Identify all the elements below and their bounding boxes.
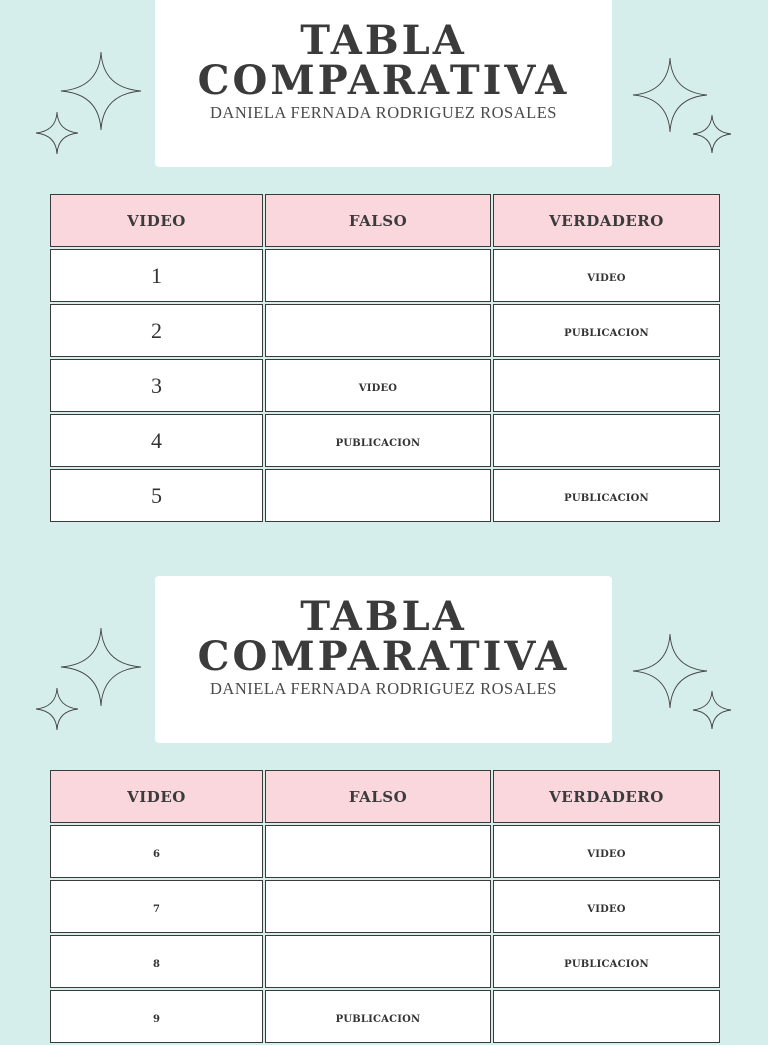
table-header-row — [50, 194, 720, 247]
verdadero-cell: VIDEO — [493, 825, 720, 878]
row-number: 6 — [50, 825, 263, 878]
comparison-table-2 — [48, 768, 722, 1045]
verdadero-cell: PUBLICACION — [493, 469, 720, 522]
table-row — [50, 880, 720, 933]
header-falso: FALSO — [265, 770, 491, 823]
falso-cell: PUBLICACION — [265, 990, 491, 1043]
table-header-row — [50, 770, 720, 823]
row-number: 5 — [50, 469, 263, 522]
falso-cell — [265, 825, 491, 878]
row-number: 1 — [50, 249, 263, 302]
falso-cell: VIDEO — [265, 359, 491, 412]
author-name: DANIELA FERNADA RODRIGUEZ ROSALES — [210, 103, 557, 122]
table-row — [50, 825, 720, 878]
row-number: 8 — [50, 935, 263, 988]
falso-cell — [265, 249, 491, 302]
author-name: DANIELA FERNADA RODRIGUEZ ROSALES — [210, 679, 557, 698]
title-line-1: TABLA — [300, 17, 467, 64]
verdadero-cell — [493, 990, 720, 1043]
falso-cell — [265, 880, 491, 933]
sparkle-icon — [625, 628, 740, 738]
header-verdadero: VERDADERO — [493, 770, 720, 823]
verdadero-cell — [493, 414, 720, 467]
table-row — [50, 469, 720, 522]
header-video: VIDEO — [50, 194, 263, 247]
falso-cell — [265, 304, 491, 357]
header-verdadero: VERDADERO — [493, 194, 720, 247]
comparison-table-1 — [48, 192, 722, 524]
title-line-2: COMPARATIVA — [197, 57, 570, 104]
sparkle-icon — [30, 621, 150, 736]
row-number: 4 — [50, 414, 263, 467]
title-line-1: TABLA — [300, 593, 467, 640]
row-number: 9 — [50, 990, 263, 1043]
falso-cell — [265, 469, 491, 522]
table-row — [50, 414, 720, 467]
verdadero-cell: VIDEO — [493, 880, 720, 933]
verdadero-cell: PUBLICACION — [493, 304, 720, 357]
sparkle-icon — [625, 52, 740, 162]
table-row — [50, 249, 720, 302]
title-card-1 — [155, 0, 612, 167]
falso-cell — [265, 935, 491, 988]
header-falso: FALSO — [265, 194, 491, 247]
table-row — [50, 990, 720, 1043]
table-row — [50, 304, 720, 357]
falso-cell: PUBLICACION — [265, 414, 491, 467]
table-row — [50, 935, 720, 988]
verdadero-cell: PUBLICACION — [493, 935, 720, 988]
table-row — [50, 359, 720, 412]
title-card-2 — [155, 576, 612, 743]
row-number: 2 — [50, 304, 263, 357]
sparkle-icon — [30, 45, 150, 160]
verdadero-cell — [493, 359, 720, 412]
row-number: 7 — [50, 880, 263, 933]
header-video: VIDEO — [50, 770, 263, 823]
verdadero-cell: VIDEO — [493, 249, 720, 302]
title-line-2: COMPARATIVA — [197, 633, 570, 680]
row-number: 3 — [50, 359, 263, 412]
